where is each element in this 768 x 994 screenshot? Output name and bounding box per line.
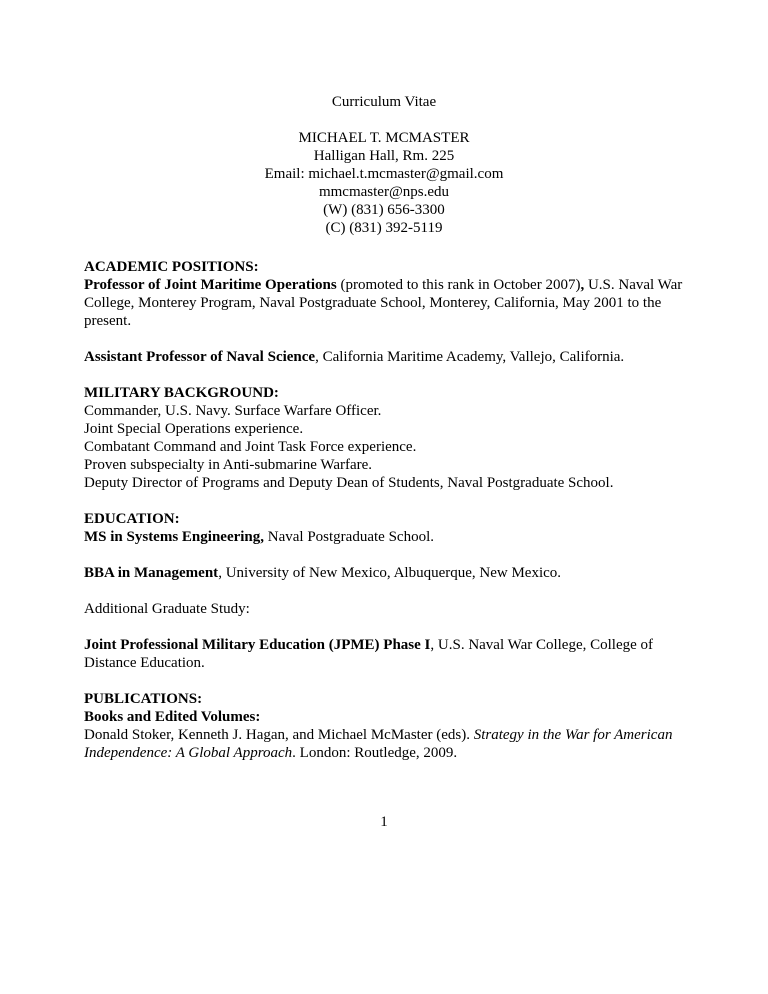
publication-entry [84,726,684,762]
position-note: (promoted to this rank in October 2007) [336,277,581,293]
military-heading: MILITARY BACKGROUND: [84,385,279,401]
academic-position-2 [84,348,684,366]
page-number: 1 [380,814,388,830]
degree-title: MS in Systems Engineering, [84,529,265,545]
email-secondary: mmcmaster@nps.edu [318,184,450,200]
publication-detail: . London: Routledge, 2009. [292,745,458,761]
office-address: Halligan Hall, Rm. 225 [313,148,455,164]
military-item: Deputy Director of Programs and Deputy Dean of Students, Naval Postgraduate School. [84,475,614,491]
education-ms [84,528,684,546]
phone-work: (W) (831) 656-3300 [323,202,445,218]
military-item: Commander, U.S. Navy. Surface Warfare Officer. [84,403,382,419]
degree-detail: Naval Postgraduate School. [264,529,434,545]
person-name: MICHAEL T. MCMASTER [298,130,470,146]
position-title: Professor of Joint Maritime Operations [84,277,337,293]
education-bba [84,564,684,582]
military-item: Combatant Command and Joint Task Force experience. [84,439,417,455]
position-title: Assistant Professor of Naval Science [84,349,316,365]
education-jpme [84,636,684,672]
publication-authors: Donald Stoker, Kenneth J. Hagan, and Michael McMaster (eds). [84,727,474,743]
military-item: Joint Special Operations experience. [84,421,304,437]
position-detail: U.S. Naval War College, Monterey Program, Naval Postgraduate School, Monterey, California, May 2001 to the present. [84,277,683,329]
position-comma: , [580,277,585,293]
document-title: Curriculum Vitae [331,94,437,110]
email-primary: Email: michael.t.mcmaster@gmail.com [264,166,504,182]
education-heading: EDUCATION: [84,511,180,527]
additional-study-label: Additional Graduate Study: [84,601,250,617]
academic-position-1 [84,276,684,330]
position-detail: , California Maritime Academy, Vallejo, California. [315,349,625,365]
academic-heading: ACADEMIC POSITIONS: [84,259,259,275]
publication-title: Strategy in the War for American Independence: A Global Approach [84,727,673,761]
degree-title: BBA in Management [84,565,219,581]
degree-detail: , U.S. Naval War College, College of Distance Education. [84,637,654,671]
publications-heading: PUBLICATIONS: [84,691,203,707]
cv-header [0,93,768,237]
cv-body [84,258,684,762]
books-subheading: Books and Edited Volumes: [84,709,261,725]
degree-detail: , University of New Mexico, Albuquerque, New Mexico. [218,565,562,581]
phone-cell: (C) (831) 392-5119 [325,220,443,236]
degree-title: Joint Professional Military Education (JPME) Phase I [84,637,431,653]
military-item: Proven subspecialty in Anti-submarine Warfare. [84,457,373,473]
